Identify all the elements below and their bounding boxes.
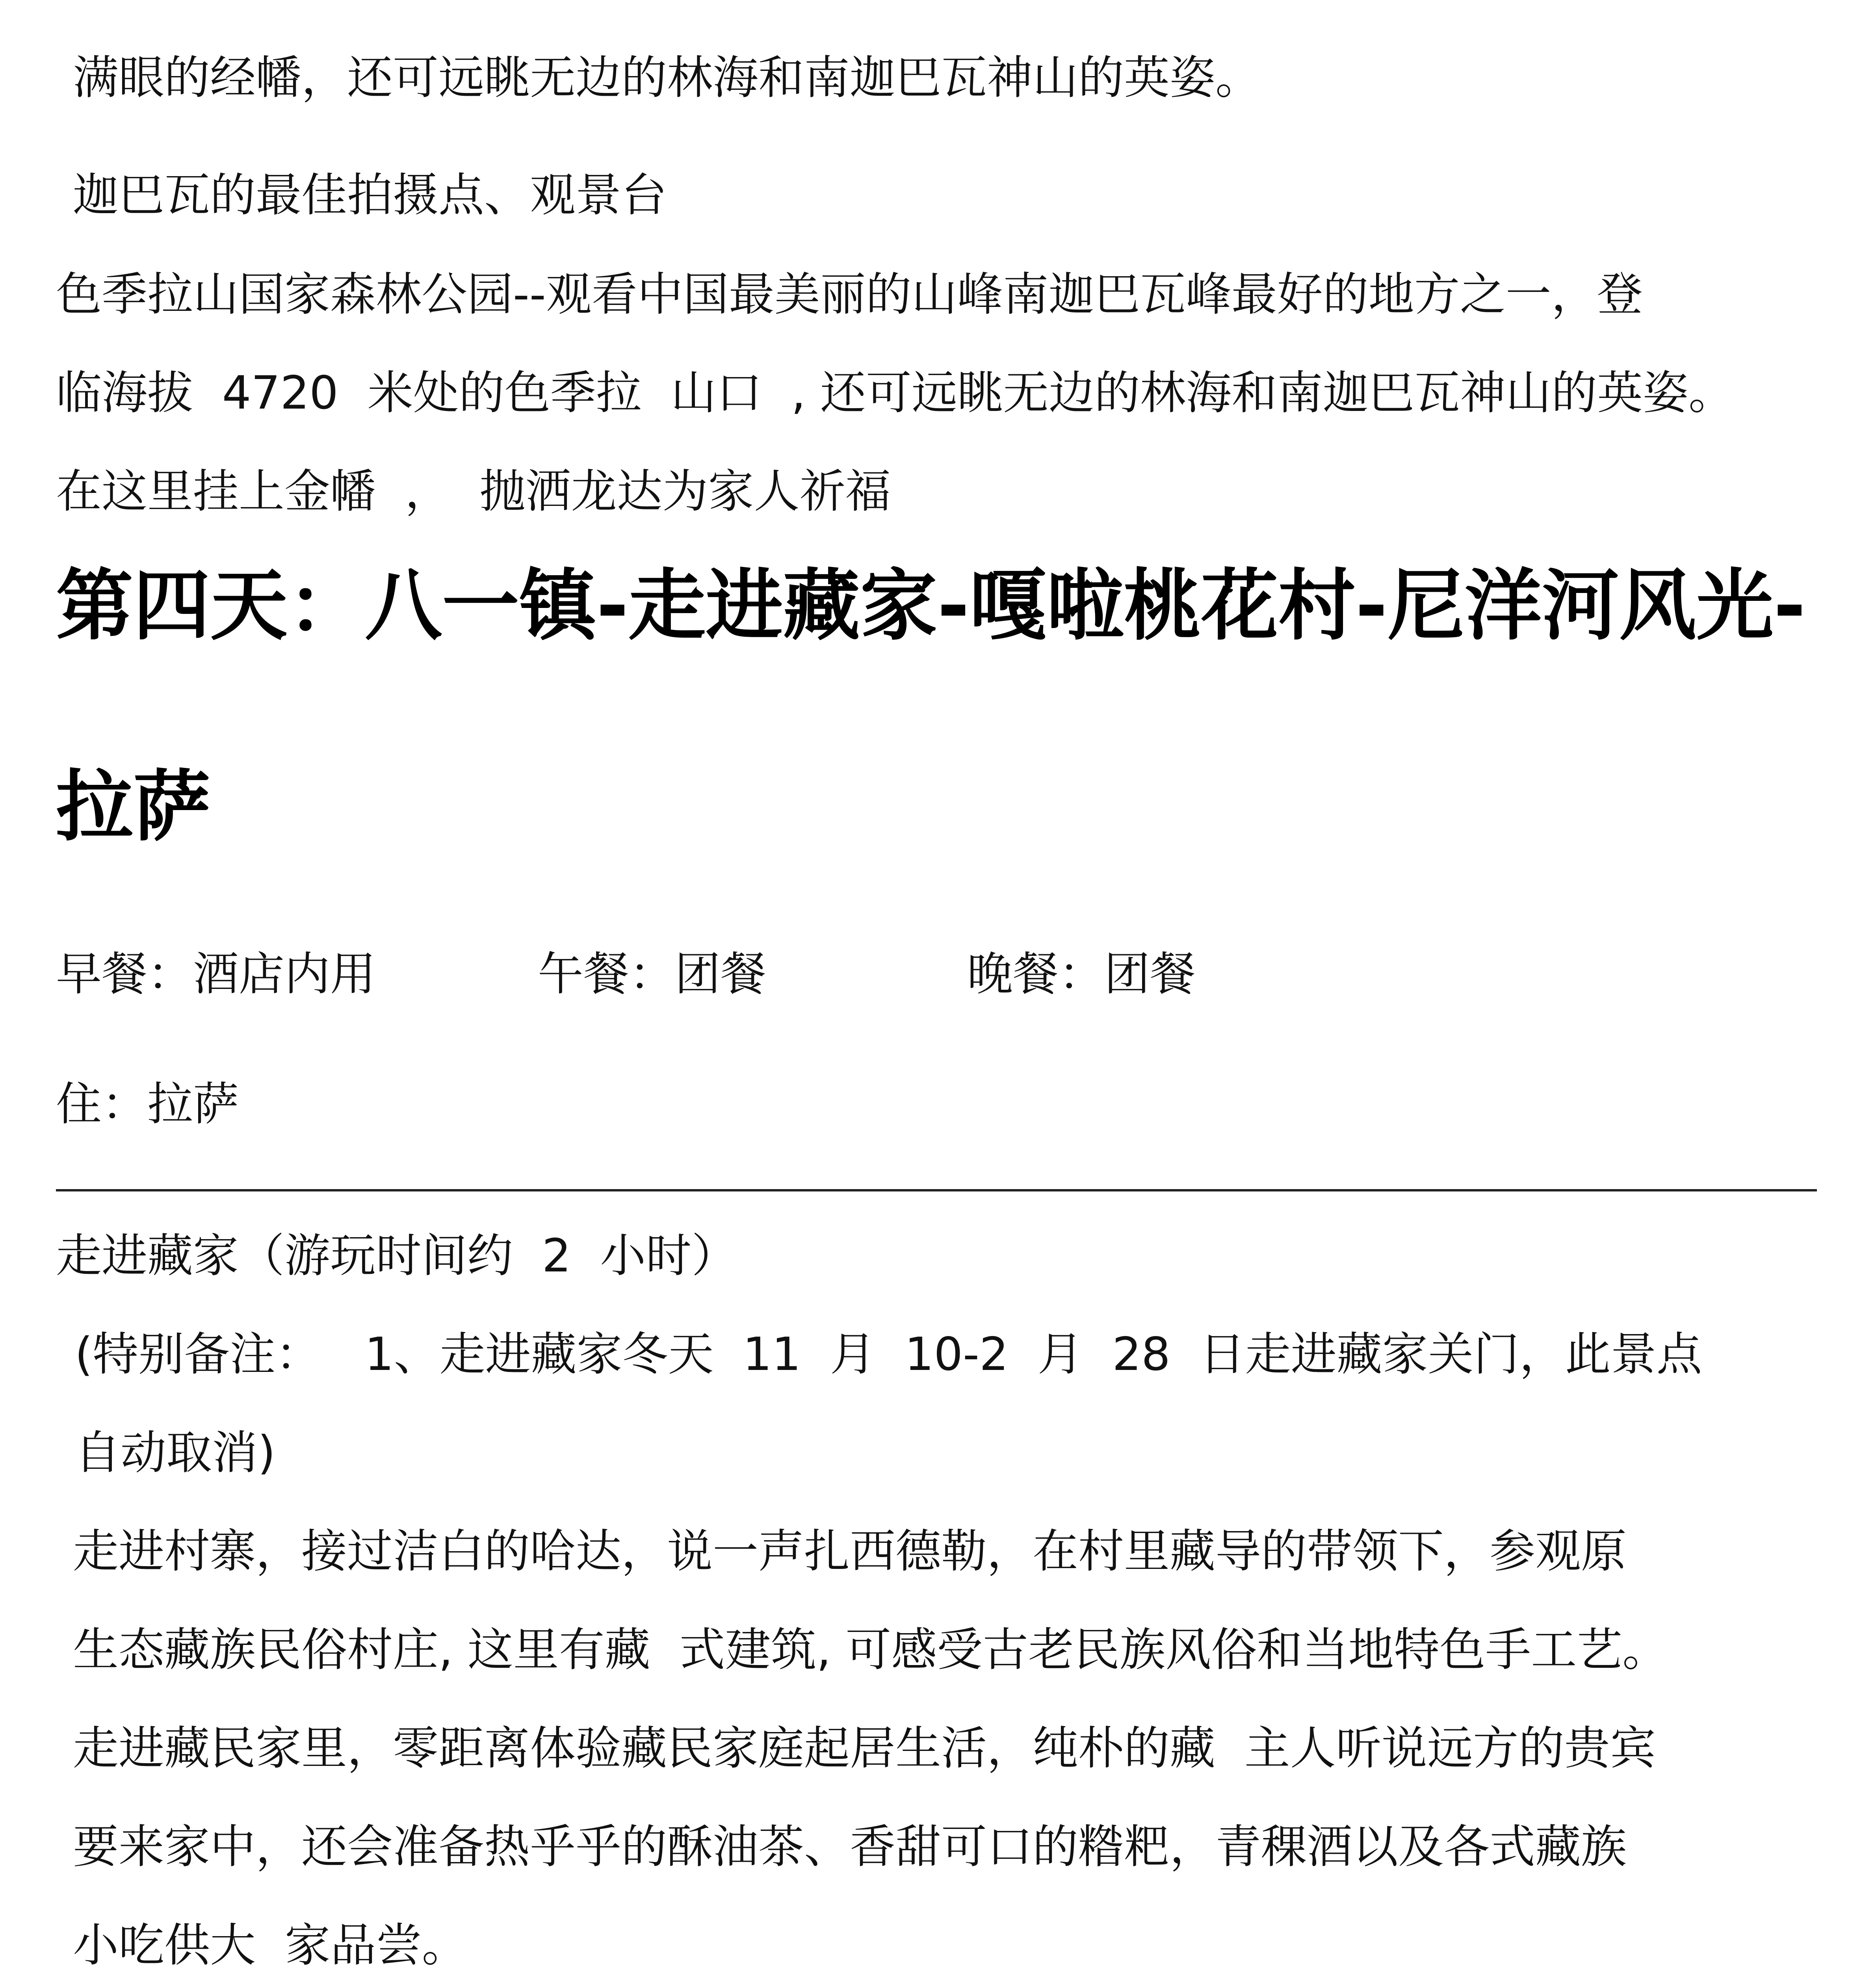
- day-heading-continued: 拉萨: [56, 762, 211, 852]
- special-note-line: 自动取消): [75, 1426, 276, 1479]
- intro-paragraph-line: 临海拔 4720 米处的色季拉 山口 , 还可远眺无边的林海和南迦巴瓦神山的英姿。: [56, 366, 1734, 420]
- intro-subheading: 迦巴瓦的最佳拍摄点、观景台: [73, 169, 667, 222]
- body-text-line: 走进藏民家里，零距离体验藏民家庭起居生活，纯朴的藏 主人听说远方的贵宾: [73, 1722, 1656, 1775]
- intro-paragraph-line: 色季拉山国家森林公园--观看中国最美丽的山峰南迦巴瓦峰最好的地方之一，登: [56, 268, 1643, 321]
- intro-paragraph-line: 在这里挂上金幡 ， 抛洒龙达为家人祈福: [56, 465, 891, 518]
- intro-line: 满眼的经幡，还可远眺无边的林海和南迦巴瓦神山的英姿。: [73, 51, 1261, 104]
- dinner-info: 晚餐：团餐: [967, 948, 1196, 1001]
- accommodation-info: 住：拉萨: [56, 1078, 239, 1131]
- day-heading: 第四天：八一镇-走进藏家-嘎啦桃花村-尼洋河风光-: [56, 561, 1806, 651]
- body-text-line: 小吃供大 家品尝。: [73, 1919, 468, 1970]
- special-note-line: (特别备注： 1、走进藏家冬天 11 月 10-2 月 28 日走进藏家关门，此景点: [75, 1328, 1702, 1381]
- breakfast-info: 早餐：酒店内用: [56, 948, 376, 1001]
- lunch-info: 午餐：团餐: [538, 948, 766, 1001]
- section-title-tibetan-home: 走进藏家（游玩时间约 2 小时）: [56, 1229, 737, 1282]
- section-divider: [56, 1189, 1817, 1191]
- body-text-line: 要来家中，还会准备热乎乎的酥油茶、香甜可口的糌粑，青稞酒以及各式藏族: [73, 1820, 1627, 1873]
- body-text-line: 走进村寨，接过洁白的哈达，说一声扎西德勒，在村里藏导的带领下，参观原: [73, 1525, 1627, 1578]
- body-text-line: 生态藏族民俗村庄, 这里有藏 式建筑, 可感受古老民族风俗和当地特色手工艺。: [73, 1623, 1668, 1676]
